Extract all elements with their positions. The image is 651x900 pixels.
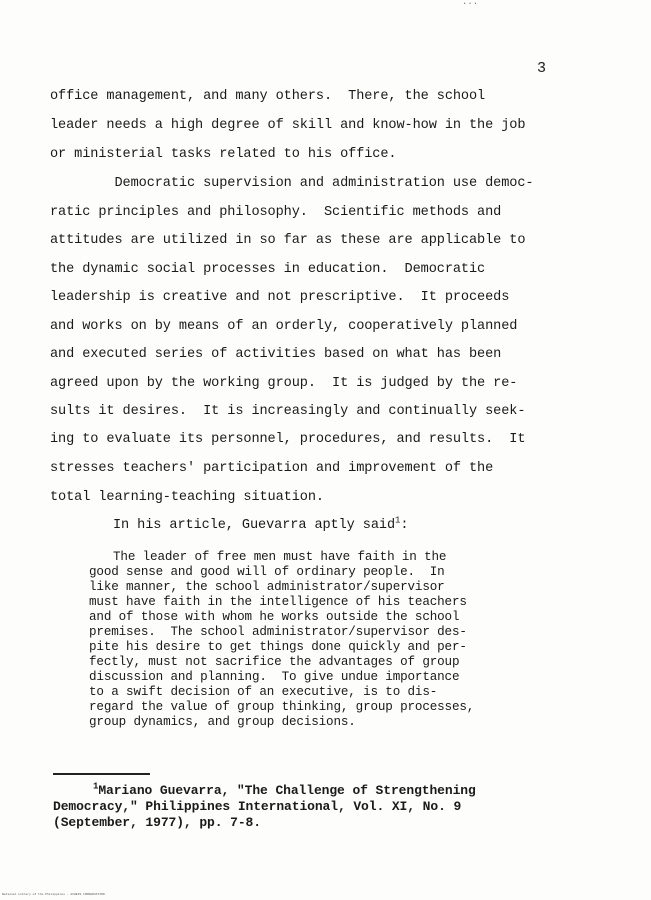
quote-introduction: [113, 515, 409, 533]
quote-intro-colon: :: [400, 518, 409, 533]
text-line: leader needs a high degree of skill and know-how in the job: [50, 118, 526, 133]
text-line: office management, and many others. There, the school: [50, 89, 486, 104]
quote-line: premises. The school administrator/supervisor des-: [89, 625, 467, 639]
footnote-line: [93, 783, 476, 798]
footnote-line: (September, 1977), pp. 7-8.: [53, 815, 261, 830]
quote-intro-text: In his article, Guevarra aptly said: [113, 518, 396, 533]
footnote-reference: 1: [395, 515, 401, 526]
quote-line: to a swift decision of an executive, is to dis-: [89, 685, 438, 699]
footnote-marker: 1: [93, 781, 99, 792]
text-line: ratic principles and philosophy. Scientific methods and: [50, 205, 502, 220]
quote-line: group dynamics, and group decisions.: [89, 715, 356, 729]
text-line: stresses teachers' participation and improvement of the: [50, 461, 494, 476]
quote-line: pite his desire to get things done quickly and per-: [89, 640, 467, 654]
top-scan-mark: ...: [462, 0, 479, 7]
text-line: total learning-teaching situation.: [50, 490, 324, 505]
quote-line: and of those with whom he works outside the school: [89, 610, 460, 624]
quote-line: fectly, must not sacrifice the advantages of group: [89, 655, 460, 669]
text-line: and works on by means of an orderly, cooperatively planned: [50, 319, 518, 334]
text-line: agreed upon by the working group. It is judged by the re-: [50, 376, 518, 391]
quote-line: The leader of free men must have faith in the: [113, 550, 447, 564]
text-line: ing to evaluate its personnel, procedures, and results. It: [50, 432, 526, 447]
quote-line: regard the value of group thinking, group processes,: [89, 700, 475, 714]
quote-line: good sense and good will of ordinary people. In: [89, 565, 445, 579]
footnote-line: Democracy," Philippines International, Vol. XI, No. 9: [53, 799, 462, 814]
quote-line: discussion and planning. To give undue importance: [89, 670, 460, 684]
text-line: Democratic supervision and administration use democ-: [50, 176, 534, 191]
text-line: attitudes are utilized in so far as these are applicable to: [50, 233, 526, 248]
page-number: 3: [537, 60, 547, 77]
quote-line: like manner, the school administrator/supervisor: [89, 580, 445, 594]
text-line: leadership is creative and not prescriptive. It proceeds: [50, 290, 510, 305]
scan-watermark: National Library of the Philippines · ACHEIS CONSERVATION: [2, 893, 105, 896]
text-line: the dynamic social processes in education. Democratic: [50, 262, 486, 277]
quote-line: must have faith in the intelligence of his teachers: [89, 595, 467, 609]
text-line: sults it desires. It is increasingly and continually seek-: [50, 404, 526, 419]
footnote-divider: [53, 773, 150, 775]
text-line: and executed series of activities based on what has been: [50, 347, 502, 362]
footnote-text: Mariano Guevarra, "The Challenge of Strengthening: [98, 783, 476, 798]
text-line: or ministerial tasks related to his office.: [50, 147, 397, 162]
